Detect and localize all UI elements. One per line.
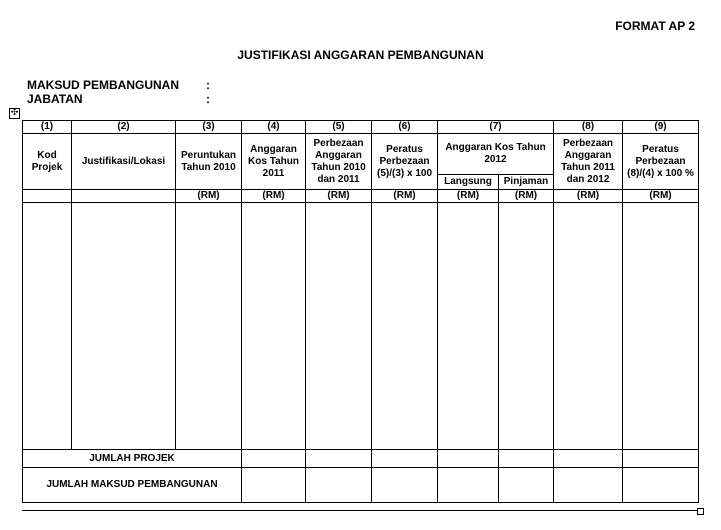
unit-cell-7a: (RM)	[438, 190, 499, 203]
unit-cell-6: (RM)	[372, 190, 438, 203]
total-maksud-cell-7b[interactable]	[499, 468, 554, 503]
total-maksud-cell-4[interactable]	[242, 468, 306, 503]
entry-cell-justifikasi[interactable]	[72, 203, 176, 450]
entry-cell-peratus-8-4[interactable]	[623, 203, 699, 450]
unit-cell-2	[72, 190, 176, 203]
entry-cell-peratus-5-3[interactable]	[372, 203, 438, 450]
entry-cell-langsung[interactable]	[438, 203, 499, 450]
header-perbezaan-2011-2012: Perbezaan Anggaran Tahun 2011 dan 2012	[554, 134, 623, 190]
unit-cell-5: (RM)	[306, 190, 372, 203]
header-anggaran-kos-2012: Anggaran Kos Tahun 2012	[438, 134, 554, 175]
table-move-icon[interactable]: ✣	[10, 108, 19, 118]
total-projek-row	[23, 450, 699, 468]
col-number-9: (9)	[623, 121, 699, 134]
entry-cell-perbezaan-2010-2011[interactable]	[306, 203, 372, 450]
total-projek-cell-4[interactable]	[242, 450, 306, 468]
subheader-langsung: Langsung	[438, 175, 499, 190]
format-code: FORMAT AP 2	[615, 19, 695, 33]
header-anggaran-kos-2011: Anggaran Kos Tahun 2011	[242, 134, 306, 190]
total-maksud-row	[23, 468, 699, 503]
meta-row-maksud	[27, 78, 227, 92]
total-projek-cell-8[interactable]	[554, 450, 623, 468]
subheader-pinjaman: Pinjaman	[499, 175, 554, 190]
data-entry-row	[23, 203, 699, 450]
col-number-5: (5)	[306, 121, 372, 134]
total-maksud-cell-6[interactable]	[372, 468, 438, 503]
header-peratus-perbezaan-8-4: Peratus Perbezaan (8)/(4) x 100 %	[623, 134, 699, 190]
unit-cell-1	[23, 190, 72, 203]
bottom-rule	[22, 510, 698, 511]
col-number-8: (8)	[554, 121, 623, 134]
total-projek-cell-7b[interactable]	[499, 450, 554, 468]
header-justifikasi-lokasi: Justifikasi/Lokasi	[72, 134, 176, 190]
maksud-colon: :	[206, 78, 210, 92]
jabatan-colon: :	[206, 92, 210, 106]
col-number-6: (6)	[372, 121, 438, 134]
total-maksud-cell-8[interactable]	[554, 468, 623, 503]
meta-fields	[27, 78, 227, 106]
total-projek-cell-5[interactable]	[306, 450, 372, 468]
maksud-label: MAKSUD PEMBANGUNAN	[27, 78, 179, 92]
col-number-2: (2)	[72, 121, 176, 134]
table-resize-icon[interactable]	[697, 508, 704, 515]
jabatan-label: JABATAN	[27, 92, 83, 106]
col-number-7: (7)	[438, 121, 554, 134]
total-maksud-cell-5[interactable]	[306, 468, 372, 503]
unit-cell-7b: (RM)	[499, 190, 554, 203]
header-row	[23, 134, 699, 175]
header-peruntukan-2010: Peruntukan Tahun 2010	[176, 134, 242, 190]
total-maksud-cell-9[interactable]	[623, 468, 699, 503]
column-number-row	[23, 121, 699, 134]
total-maksud-cell-7a[interactable]	[438, 468, 499, 503]
header-kod-projek: Kod Projek	[23, 134, 72, 190]
entry-cell-perbezaan-2011-2012[interactable]	[554, 203, 623, 450]
total-projek-label: JUMLAH PROJEK	[23, 450, 242, 468]
col-number-1: (1)	[23, 121, 72, 134]
entry-cell-peruntukan[interactable]	[176, 203, 242, 450]
total-projek-cell-9[interactable]	[623, 450, 699, 468]
unit-cell-3: (RM)	[176, 190, 242, 203]
unit-row	[23, 190, 699, 203]
total-maksud-label: JUMLAH MAKSUD PEMBANGUNAN	[23, 468, 242, 503]
total-projek-cell-6[interactable]	[372, 450, 438, 468]
header-perbezaan-2010-2011: Perbezaan Anggaran Tahun 2010 dan 2011	[306, 134, 372, 190]
unit-cell-9: (RM)	[623, 190, 699, 203]
total-projek-cell-7a[interactable]	[438, 450, 499, 468]
entry-cell-pinjaman[interactable]	[499, 203, 554, 450]
col-number-3: (3)	[176, 121, 242, 134]
entry-cell-kod-projek[interactable]	[23, 203, 72, 450]
justification-table	[22, 120, 699, 503]
header-peratus-perbezaan-5-3: Peratus Perbezaan (5)/(3) x 100	[372, 134, 438, 190]
unit-cell-4: (RM)	[242, 190, 306, 203]
entry-cell-anggaran-2011[interactable]	[242, 203, 306, 450]
unit-cell-8: (RM)	[554, 190, 623, 203]
col-number-4: (4)	[242, 121, 306, 134]
meta-row-jabatan	[27, 92, 227, 106]
document-title: JUSTIFIKASI ANGGARAN PEMBANGUNAN	[237, 48, 484, 62]
